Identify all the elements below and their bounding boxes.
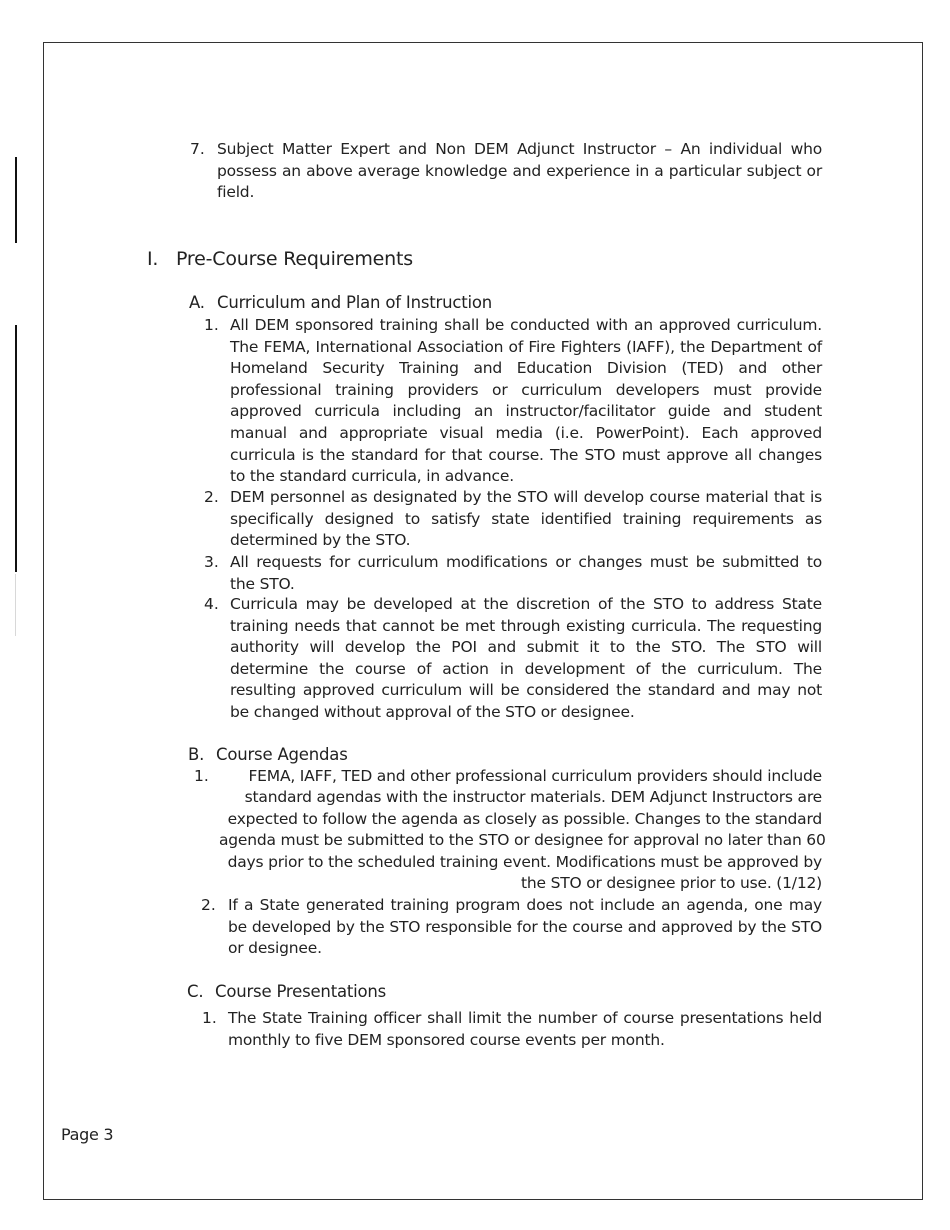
revision-bar [15,325,17,572]
definition-text: Subject Matter Expert and Non DEM Adjunct Instructor – An individual who possess an above average knowledge and experience in a particular subject or field. [217,140,822,202]
list-item-text: The State Training officer shall limit the number of course presentations held monthly to five DEM sponsored course events per month. [228,1009,822,1049]
subsection-letter: B. [188,745,205,764]
subsection-title: Curriculum and Plan of Instruction [217,293,493,312]
agenda-line: FEMA, IAFF, TED and other professional curriculum providers should include [248,767,822,785]
section-title: Pre-Course Requirements [176,248,413,270]
list-item-number: 1. [202,1009,217,1027]
list-item-text: DEM personnel as designated by the STO will develop course material that is specifically designed to satisfy state identified training requirements as determined by the STO. [230,488,822,550]
definition-number: 7. [190,140,205,158]
revision-bar-faint [15,574,16,636]
list-item-number: 1. [204,316,219,334]
list-item-number: 3. [204,553,219,571]
revision-bar [15,157,17,243]
subsection-title: Course Agendas [216,745,348,764]
list-item-text: If a State generated training program does not include an agenda, one may be developed by the STO responsible for the course and approved by the STO or designee. [228,896,822,958]
subsection-title: Course Presentations [215,982,387,1001]
list-item-number: 1. [194,767,209,785]
list-item-number: 2. [204,488,219,506]
list-item-number: 2. [201,896,216,914]
list-item-text: All requests for curriculum modifications or changes must be submitted to the STO. [230,553,822,593]
list-item-text: Curricula may be developed at the discretion of the STO to address State training needs that cannot be met through existing curricula. The requesting authority will develop the POI and submit it to the STO. The STO will determine the course of action in development of the curriculum. The resulting approved curriculum will be considered the standard and may not be changed without approval of the STO or designee. [230,595,822,721]
page-number: Page 3 [61,1125,114,1144]
subsection-letter: A. [189,293,205,312]
agenda-line: the STO or designee prior to use. (1/12) [521,874,822,892]
agenda-line: agenda must be submitted to the STO or designee for approval no later than 60 [219,831,826,849]
agenda-line: expected to follow the agenda as closely as possible. Changes to the standard [227,810,822,828]
agenda-line: standard agendas with the instructor materials. DEM Adjunct Instructors are [244,788,822,806]
list-item-number: 4. [204,595,219,613]
subsection-letter: C. [187,982,204,1001]
section-number: I. [147,248,159,270]
agenda-line: days prior to the scheduled training event. Modifications must be approved by [227,853,822,871]
list-item-text: All DEM sponsored training shall be conducted with an approved curriculum. The FEMA, International Association of Fire Fighters (IAFF), the Department of Homeland Security Training and Education Division (TED) and other professional training providers or curriculum developers must provide approved curricula including an instructor/facilitator guide and student manual and appropriate visual media (i.e. PowerPoint). Each approved curricula is the standard for that course. The STO must approve all changes to the standard curricula, in advance. [230,316,822,486]
